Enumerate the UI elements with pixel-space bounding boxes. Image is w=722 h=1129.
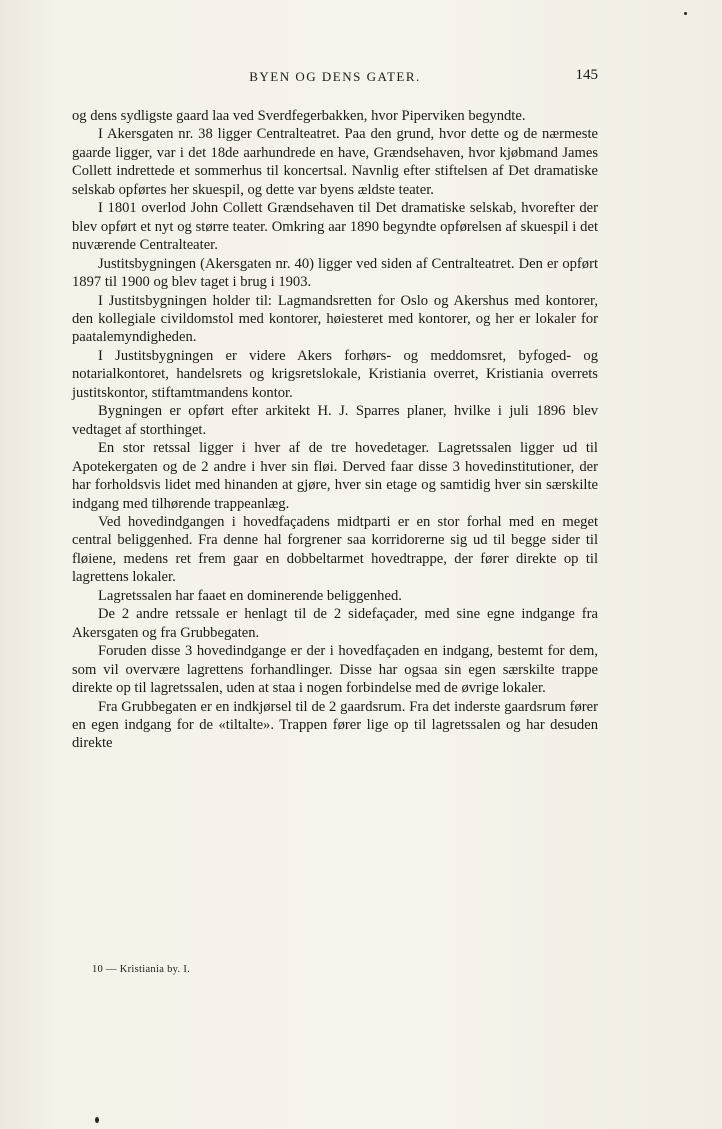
paragraph: I Justitsbygningen er videre Akers forhørs- og meddomsret, byfoged- og notarialkontoret, handelsrets og krigsretslokale, Kristiania overret, Kristiania overrets justitskontor, stiftamtmandens kontor.: [72, 347, 598, 401]
paragraph: Lagretssalen har faaet en dominerende beliggenhed.: [98, 587, 402, 604]
paragraph: Bygningen er opført efter arkitekt H. J. Sparres planer, hvilke i juli 1896 blev vedtaget af storthinget.: [72, 403, 598, 438]
ink-speck: [95, 1117, 99, 1123]
paragraph: I 1801 overlod John Collett Grændsehaven til Det dramatiske selskab, hvorefter der blev opført et nyt og større teater. Omkring aar 1890 begyndte opførelsen af skuespil i det nuværende Centralteater.: [72, 200, 598, 254]
paragraph: Ved hovedindgangen i hovedfaçadens midtparti er en stor forhal med en meget central beliggenhed. Fra denne hal forgrener saa korridorerne sig ud til begge sider til fløiene, medens ret frem gaar en dobbeltarmet hovedtrappe, der fører direkte op til lagrettens lokaler.: [72, 513, 598, 586]
page-number: 145: [575, 67, 598, 83]
running-title: BYEN OG DENS GATER.: [249, 69, 421, 84]
paragraph: I Akersgaten nr. 38 ligger Centralteatret. Paa den grund, hvor dette og de nærmeste gaarde ligger, var i det 18de aarhundrede en have, Grændsehaven, hvor kjøbmand James Collett indrettede et sommerhus til koncertsal. Navnlig efter stiftelsen af Det dramatiske selskab opførtes her skuespil, og dette var byens ældste teater.: [72, 126, 598, 198]
running-head: [72, 69, 598, 89]
ink-speck: [684, 12, 687, 15]
paragraph: I Justitsbygningen holder til: Lagmandsretten for Oslo og Akershus med kontorer, den kollegiale civildomstol med kontorer, høiesteret med kontorer, og her er lokaler for paatalemyndigheden.: [72, 292, 598, 346]
paragraph: De 2 andre retssale er henlagt til de 2 sidefaçader, med sine egne indgange fra Akersgaten og fra Grubbegaten.: [72, 606, 598, 641]
printer-signature: 10 — Kristiania by. I.: [92, 964, 191, 975]
paragraph: Fra Grubbegaten er en indkjørsel til de 2 gaardsrum. Fra det inderste gaardsrum fører en egen indgang for de «tiltalte». Trappen fører lige op til lagretssalen og har desuden direkte: [72, 698, 598, 752]
body-text: [72, 107, 598, 753]
paragraph: Justitsbygningen (Akersgaten nr. 40) ligger ved siden af Centralteatret. Den er opført 1897 til 1900 og blev taget i brug i 1903.: [72, 255, 598, 291]
paragraph: Foruden disse 3 hovedindgange er der i hovedfaçaden en indgang, bestemt for dem, som vil overvære lagrettens forhandlinger. Disse har ogsaa sin egen særskilte trappe direkte op til lagretssalen, uden at staa i nogen forbindelse med de øvrige lokaler.: [72, 643, 598, 697]
paragraph: En stor retssal ligger i hver af de tre hovedetager. Lagretssalen ligger ud til Apotekergaten og de 2 andre i hver sin fløi. Derved faar disse 3 hovedinstitutioner, der har forholdsvis lidet med hinanden at gjøre, hver sin etage og samtidig hver sin særskilte indgang med tilhørende trappeanlæg.: [72, 440, 598, 512]
paragraph: og dens sydligste gaard laa ved Sverdfegerbakken, hvor Piperviken begyndte.: [72, 108, 526, 124]
